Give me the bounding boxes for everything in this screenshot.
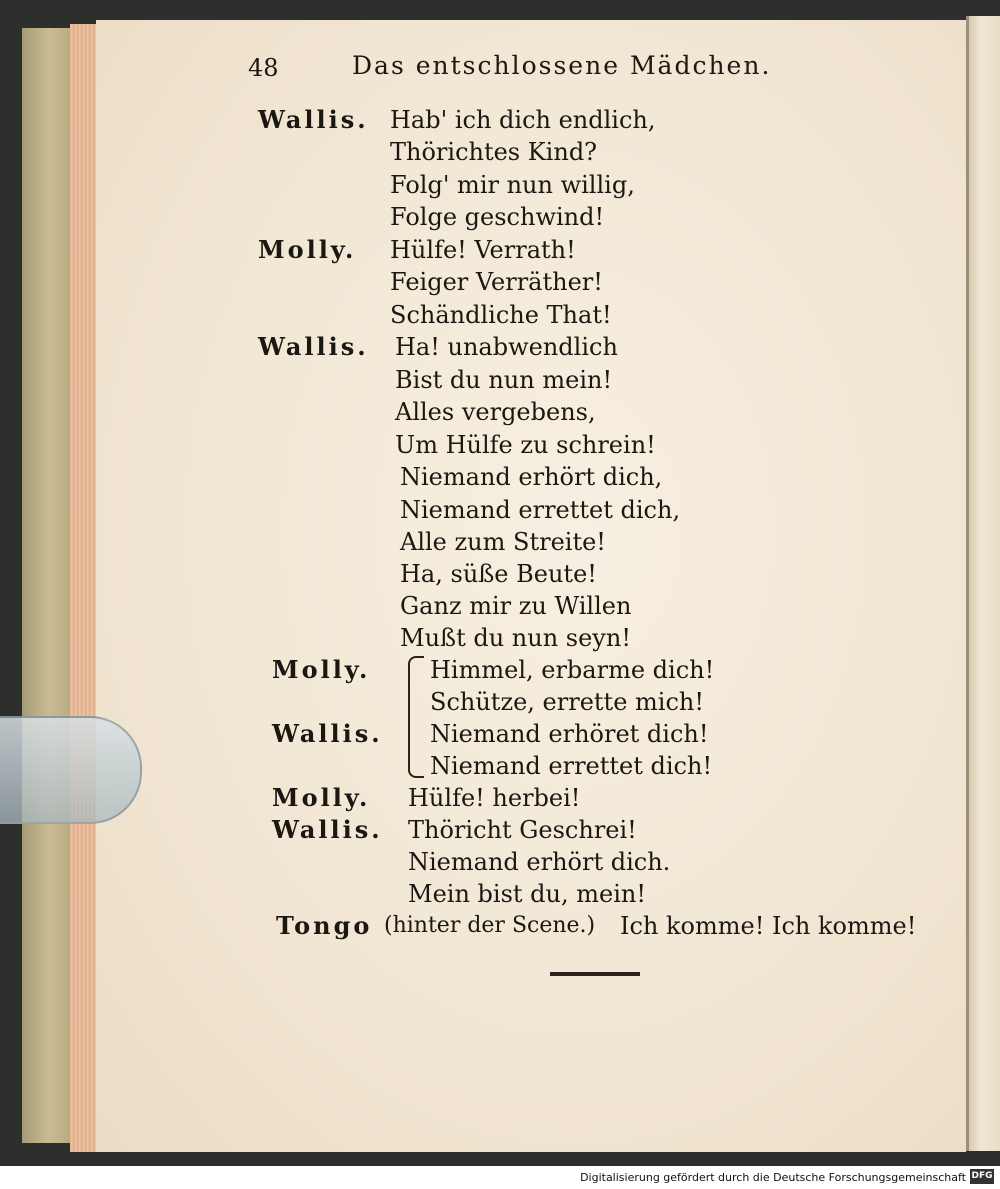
verse-line: Folge geschwind! [390, 203, 605, 231]
speaker-label: Tongo [276, 911, 373, 940]
verse-line: Bist du nun mein! [395, 366, 613, 394]
verse-line: Mein bist du, mein! [408, 880, 646, 908]
verse-line: Niemand erhöret dich! [430, 720, 709, 748]
speaker-label: Wallis. [258, 332, 369, 361]
section-rule [550, 972, 640, 976]
verse-line: Folg' mir nun willig, [390, 171, 635, 199]
verse-line: Hab' ich dich endlich, [390, 106, 656, 134]
verse-line: Niemand erhört dich, [400, 463, 663, 491]
verse-line: Feiger Verräther! [390, 268, 603, 296]
duet-brace [408, 656, 424, 778]
verse-line: Schütze, errette mich! [430, 688, 704, 716]
funding-credit: Digitalisierung gefördert durch die Deutsche Forschungsgemeinschaft [580, 1171, 966, 1184]
verse-line: Thöricht Geschrei! [408, 816, 637, 844]
dfg-logo: DFG [970, 1169, 994, 1184]
page-number: 48 [248, 54, 279, 82]
verse-line: Ich komme! Ich komme! [620, 912, 917, 940]
verse-line: Mußt du nun seyn! [400, 624, 631, 652]
speaker-label: Molly. [272, 783, 371, 812]
verse-line: Ha! unabwendlich [395, 333, 618, 361]
speaker-label: Wallis. [272, 719, 383, 748]
verse-line: Niemand errettet dich! [430, 752, 713, 780]
verse-line: Hülfe! herbei! [408, 784, 581, 812]
speaker-label: Wallis. [258, 105, 369, 134]
book-cover-edge [22, 28, 76, 1143]
verse-line: Thörichtes Kind? [390, 138, 598, 166]
speaker-label: Wallis. [272, 815, 383, 844]
verse-line: Himmel, erbarme dich! [430, 656, 715, 684]
stage-direction: (hinter der Scene.) [384, 913, 596, 938]
verse-line: Hülfe! Verrath! [390, 236, 576, 264]
running-title: Das entschlossene Mädchen. [352, 51, 772, 80]
verse-line: Niemand erhört dich. [408, 848, 671, 876]
verse-line: Alles vergebens, [395, 398, 596, 426]
facing-page-edge [966, 16, 1000, 1151]
verse-line: Um Hülfe zu schrein! [395, 431, 656, 459]
footer-bar [0, 1166, 1000, 1189]
verse-line: Niemand errettet dich, [400, 496, 681, 524]
page-clip [0, 716, 142, 824]
verse-line: Ha, süße Beute! [400, 560, 597, 588]
verse-line: Alle zum Streite! [400, 528, 606, 556]
verse-line: Schändliche That! [390, 301, 612, 329]
verse-line: Ganz mir zu Willen [400, 592, 632, 620]
speaker-label: Molly. [258, 235, 357, 264]
speaker-label: Molly. [272, 655, 371, 684]
